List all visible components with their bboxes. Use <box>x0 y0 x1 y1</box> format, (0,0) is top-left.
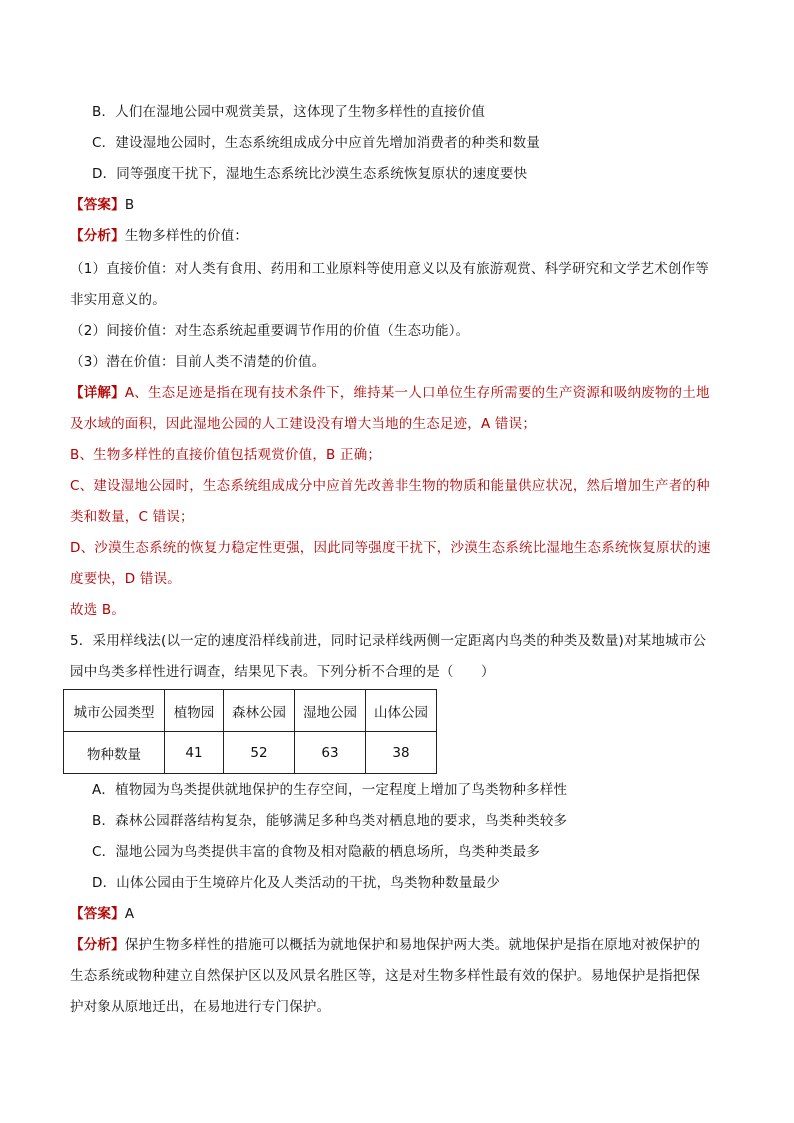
answer-label: 【答案】 <box>70 197 125 213</box>
q4-detail-c1: C、建设湿地公园时，生态系统组成成分中应首先改善非生物的物质和能量供应状况，然后增加生产者的种 <box>70 478 710 494</box>
q4-option-c: C．建设湿地公园时，生态系统组成成分中应首先增加消费者的种类和数量 <box>92 135 541 151</box>
table-header-cell: 森林公园 <box>224 690 295 732</box>
table-cell: 38 <box>366 732 437 774</box>
q4-detail-d2: 度要快，D 错误。 <box>70 571 181 587</box>
q5-analysis-l1-text: 保护生物多样性的措施可以概括为就地保护和易地保护两大类。就地保护是指在原地对被保护的 <box>124 937 701 953</box>
table-header-cell: 湿地公园 <box>295 690 366 732</box>
q4-detail-b: B、生物多样性的直接价值包括观赏价值，B 正确； <box>70 447 382 463</box>
analysis-label: 【分析】 <box>70 228 125 244</box>
q4-conclusion: 故选 B。 <box>70 602 126 618</box>
detail-label: 【详解】 <box>70 385 125 401</box>
q4-answer <box>70 195 134 215</box>
table-cell: 41 <box>165 732 224 774</box>
q5-option-c: C．湿地公园为鸟类提供丰富的食物及相对隐蔽的栖息场所，鸟类种类最多 <box>92 844 541 860</box>
q4-detail-a2: 及水域的面积，因此湿地公园的人工建设没有增大当地的生态足迹，A 错误； <box>70 416 537 432</box>
q4-answer-value: B <box>124 197 135 213</box>
q4-detail-d1: D、沙漠生态系统的恢复力稳定性更强，因此同等强度干扰下，沙漠生态系统比湿地生态系统恢复原状的速 <box>70 540 711 556</box>
table-cell: 63 <box>295 732 366 774</box>
analysis-label: 【分析】 <box>70 937 125 953</box>
q4-analysis-p1a: （1）直接价值：对人类有食用、药用和工业原料等使用意义以及有旅游观赏、科学研究和文学艺术创作等 <box>70 261 709 277</box>
answer-label: 【答案】 <box>70 906 125 922</box>
q5-option-b: B．森林公园群落结构复杂，能够满足多种鸟类对栖息地的要求，鸟类种类较多 <box>92 813 568 829</box>
q5-stem-line2: 园中鸟类多样性进行调查，结果见下表。下列分析不合理的是（ ） <box>70 664 495 680</box>
table-header-row <box>64 690 437 732</box>
q5-option-a: A．植物园为鸟类提供就地保护的生存空间，一定程度上增加了鸟类物种多样性 <box>92 782 568 798</box>
q5-stem-line1: 5．采用样线法(以一定的速度沿样线前进，同时记录样线两侧一定距离内鸟类的种类及数量)对某地城市公 <box>70 633 707 649</box>
q5-analysis-l3: 护对象从原地迁出，在易地进行专门保护。 <box>70 999 331 1015</box>
q4-detail-c2: 类和数量，C 错误； <box>70 509 194 525</box>
bird-species-table <box>63 689 437 774</box>
q4-analysis-p2: （2）间接价值：对生态系统起重要调节作用的价值（生态功能）。 <box>70 323 470 339</box>
q4-detail-a1-text: A、生态足迹是指在现有技术条件下，维持某一人口单位生存所需要的生产资源和吸纳废物的土地 <box>124 385 710 401</box>
q5-answer-value: A <box>124 906 135 922</box>
q4-option-b: B．人们在湿地公园中观赏美景，这体现了生物多样性的直接价值 <box>92 104 486 120</box>
table-header-cell: 城市公园类型 <box>64 690 165 732</box>
q4-analysis-p1b: 非实用意义的。 <box>70 292 166 308</box>
q5-option-d: D．山体公园由于生境碎片化及人类活动的干扰，鸟类物种数量最少 <box>92 875 500 891</box>
table-cell: 52 <box>224 732 295 774</box>
table-header-cell: 山体公园 <box>366 690 437 732</box>
q4-option-d: D．同等强度干扰下，湿地生态系统比沙漠生态系统恢复原状的速度要快 <box>92 166 528 182</box>
q4-analysis-p3: （3）潜在价值：目前人类不清楚的价值。 <box>70 354 326 370</box>
q4-analysis <box>70 226 248 246</box>
table-row <box>64 732 437 774</box>
q5-answer <box>70 904 134 924</box>
q5-analysis-l2: 生态系统或物种建立自然保护区以及风景名胜区等，这是对生物多样性最有效的保护。易地保护是指把保 <box>70 968 701 984</box>
q5-analysis-l1 <box>70 935 700 955</box>
q4-detail-a1 <box>70 383 710 403</box>
table-header-cell: 植物园 <box>165 690 224 732</box>
table-cell: 物种数量 <box>64 732 165 774</box>
q4-analysis-intro: 生物多样性的价值： <box>124 228 249 244</box>
